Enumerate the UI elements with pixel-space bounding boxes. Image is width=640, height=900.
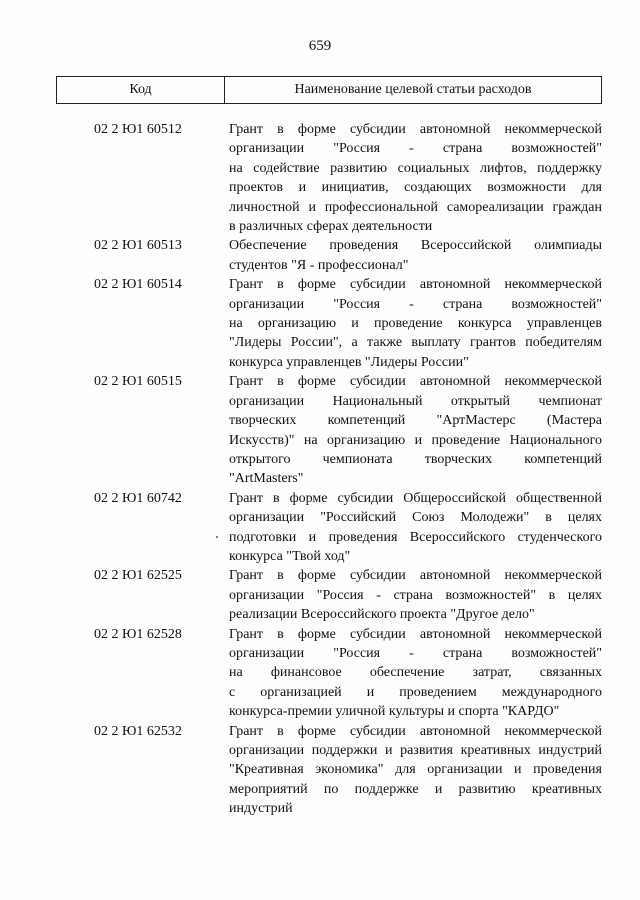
table-header	[56, 76, 602, 104]
description-line: Искусств)" на организацию и проведение Национального	[229, 432, 602, 448]
description-line: Грант в форме субсидии автономной некоммерческой	[229, 277, 602, 293]
row-description	[229, 625, 602, 722]
table-row	[56, 236, 602, 275]
description-line: организации Национальный открытый чемпионат	[229, 393, 602, 409]
page-number: 659	[308, 38, 332, 54]
description-line: в различных сферах деятельности	[229, 219, 433, 235]
table-row	[56, 722, 602, 819]
row-description	[229, 236, 602, 275]
description-line: личностной и профессиональной самореализации граждан	[229, 199, 602, 215]
row-code: 02 2 Ю1 62532	[94, 723, 182, 739]
description-line: на финансовое обеспечение затрат, связанных	[229, 665, 602, 681]
description-line: конкурса управленцев "Лидеры России"	[229, 354, 469, 370]
description-line: творческих компетенций "АртМастерс (Мастера	[229, 413, 602, 429]
description-line: подготовки и проведения Всероссийского студенческого	[229, 529, 602, 545]
description-line: конкурса "Твой ход"	[229, 548, 351, 564]
description-line: Грант в форме субсидии автономной некоммерческой	[229, 626, 602, 642]
description-line: проектов и инициатив, создающих возможности для	[229, 180, 602, 196]
row-description	[229, 372, 602, 488]
row-description	[229, 489, 602, 567]
row-code: 02 2 Ю1 60742	[94, 490, 182, 506]
description-line: "Лидеры России", а также выплату грантов победителям	[229, 335, 602, 351]
row-code: 02 2 Ю1 60512	[94, 122, 182, 137]
description-line: Грант в форме субсидии Общероссийской общественной	[229, 490, 602, 506]
description-line: на содействие развитию социальных лифтов, поддержку	[229, 160, 602, 176]
description-line: конкурса-премии уличной культуры и спорта "КАРДО"	[229, 704, 560, 720]
row-code: 02 2 Ю1 60514	[94, 277, 182, 293]
description-line: "ArtMasters"	[229, 471, 304, 487]
table-row	[56, 625, 602, 722]
table-row	[56, 120, 602, 236]
description-line: организации "Россия - страна возможностей" в целях	[229, 587, 602, 603]
description-line: с организацией и проведением международного	[229, 684, 602, 700]
description-line: организации "Россия - страна возможностей"	[229, 296, 602, 312]
description-line: организации "Россия - страна возможностей"	[229, 645, 602, 661]
description-line: Грант в форме субсидии автономной некоммерческой	[229, 122, 602, 137]
description-line: открытого чемпионата творческих компетенций	[229, 451, 602, 467]
header-name: Наименование целевой статьи расходов	[294, 82, 532, 97]
row-description	[229, 566, 602, 624]
description-line: реализации Всероссийского проекта "Другое дело"	[229, 607, 535, 623]
description-line: организации "Российский Союз Молодежи" в целях	[229, 510, 602, 526]
table-row	[56, 566, 602, 624]
row-description	[229, 275, 602, 372]
description-line: индустрий	[229, 801, 293, 817]
description-line: Грант в форме субсидии автономной некоммерческой	[229, 568, 602, 584]
row-code: 02 2 Ю1 60513	[94, 238, 182, 254]
row-description	[229, 722, 602, 819]
description-line: Грант в форме субсидии автономной некоммерческой	[229, 374, 602, 390]
header-code: Код	[57, 77, 225, 103]
table-row	[56, 489, 602, 567]
table-row	[56, 372, 602, 488]
description-line: мероприятий по поддержке и развитию креативных	[229, 781, 602, 797]
row-code: 02 2 Ю1 62528	[94, 626, 182, 642]
description-line: организации поддержки и развития креативных индустрий	[229, 743, 602, 758]
description-line: студентов "Я - профессионал"	[229, 257, 409, 273]
row-code: 02 2 Ю1 62525	[94, 568, 182, 584]
description-line: "Креативная экономика" для организации и проведения	[229, 762, 602, 778]
description-line: организации "Россия - страна возможностей"	[229, 141, 602, 157]
table-body	[56, 120, 602, 819]
budget-table	[56, 76, 602, 819]
row-description	[229, 120, 602, 236]
description-line: на организацию и проведение конкурса управленцев	[229, 316, 602, 332]
scan-speck	[216, 536, 218, 538]
row-code: 02 2 Ю1 60515	[94, 374, 182, 390]
table-row	[56, 275, 602, 372]
description-line: Обеспечение проведения Всероссийской олимпиады	[229, 238, 602, 254]
description-line: Грант в форме субсидии автономной некоммерческой	[229, 723, 602, 739]
